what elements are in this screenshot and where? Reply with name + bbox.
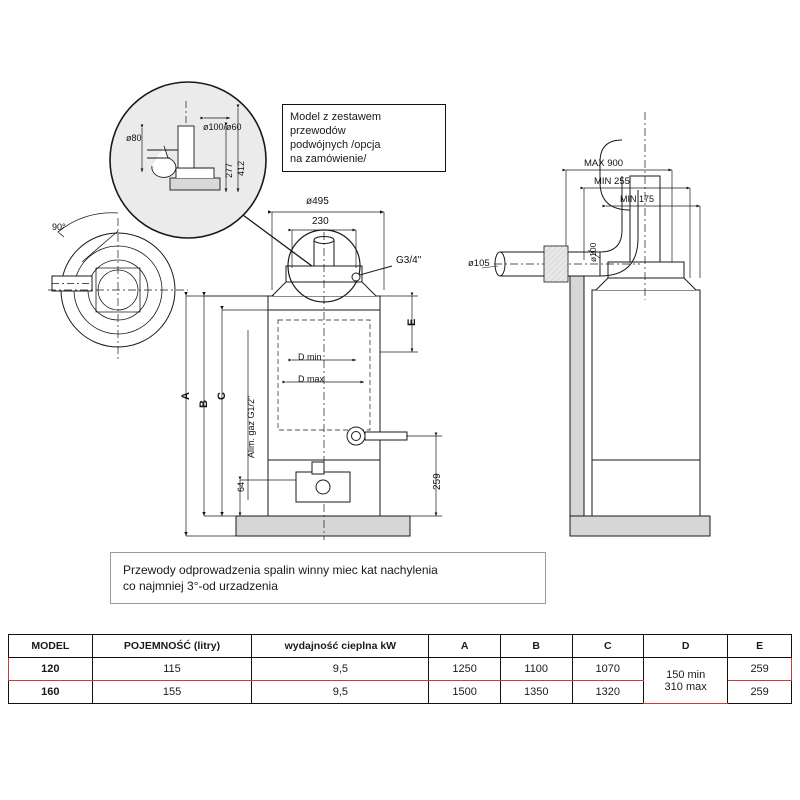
table-row <box>9 658 792 681</box>
cell-a-160: 1500 <box>429 681 501 704</box>
header-wydajnosc: wydajność cieplna kW <box>252 635 429 658</box>
cell-e-120: 259 <box>728 658 792 681</box>
cell-a-120: 1250 <box>429 658 501 681</box>
dim-412-label: 412 <box>236 160 246 176</box>
cell-wydajnosc-120: 9,5 <box>252 658 429 681</box>
cell-pojemnosc-120: 115 <box>92 658 252 681</box>
dim-d80-label: ø80 <box>126 133 142 143</box>
cell-b-120: 1100 <box>500 658 572 681</box>
header-pojemnosc: POJEMNOŚĆ (litry) <box>92 635 252 658</box>
header-model: MODEL <box>9 635 93 658</box>
dim-c-label: C <box>216 392 228 400</box>
gas-inlet-label: Alim. gaz G1/2" <box>246 395 256 458</box>
dim-g34-label: G3/4" <box>396 255 422 266</box>
specification-table <box>8 634 792 704</box>
dim-d100-60-label: ø100/ø60 <box>203 122 242 132</box>
dim-d100-label: ø100 <box>588 242 598 262</box>
dim-max900-label: MAX 900 <box>584 158 624 169</box>
dim-a-label: A <box>180 392 192 400</box>
cell-d-max: 310 max <box>664 680 707 693</box>
callout-double-flue-model <box>282 104 446 172</box>
cell-b-160: 1350 <box>500 681 572 704</box>
dim-min175-label: MIN 175 <box>620 194 655 204</box>
note-line-2: co najmniej 3°-od urzadzenia <box>123 579 278 594</box>
cell-pojemnosc-160: 155 <box>92 681 252 704</box>
cell-c-160: 1320 <box>572 681 644 704</box>
dim-64-label: 64 <box>236 481 246 492</box>
header-c: C <box>572 635 644 658</box>
dim-d105-label: ø105 <box>468 258 490 269</box>
callout-line-4: na zamówienie/ <box>290 153 367 166</box>
header-b: B <box>500 635 572 658</box>
header-d: D <box>644 635 728 658</box>
cell-c-120: 1070 <box>572 658 644 681</box>
dim-e-label: E <box>406 318 418 326</box>
table-header-row <box>9 635 792 658</box>
dim-dmin-label: D min <box>298 352 322 362</box>
cell-d-min: 150 min <box>666 668 706 681</box>
dim-259-label: 259 <box>432 473 443 490</box>
cell-d-range <box>644 658 728 704</box>
dim-b-label: B <box>198 400 210 408</box>
cell-model-160: 160 <box>9 681 93 704</box>
dim-d495-label: ø495 <box>306 196 329 207</box>
callout-line-3: podwójnych /opcja <box>290 139 381 152</box>
header-a: A <box>429 635 501 658</box>
dim-angle-label: 90° <box>52 222 66 232</box>
callout-line-2: przewodów <box>290 125 346 138</box>
dim-min255-label: MIN 255 <box>594 176 630 187</box>
callout-line-1: Model z zestawem <box>290 111 382 123</box>
cell-model-120: 120 <box>9 658 93 681</box>
cell-e-160: 259 <box>728 681 792 704</box>
cell-wydajnosc-160: 9,5 <box>252 681 429 704</box>
header-e: E <box>728 635 792 658</box>
dim-277-label: 277 <box>224 162 234 178</box>
dim-dmax-label: D max <box>298 374 325 384</box>
dim-230-label: 230 <box>312 216 329 227</box>
installation-note <box>110 552 546 604</box>
note-line-1: Przewody odprowadzenia spalin winny miec kat nachylenia <box>123 563 438 577</box>
